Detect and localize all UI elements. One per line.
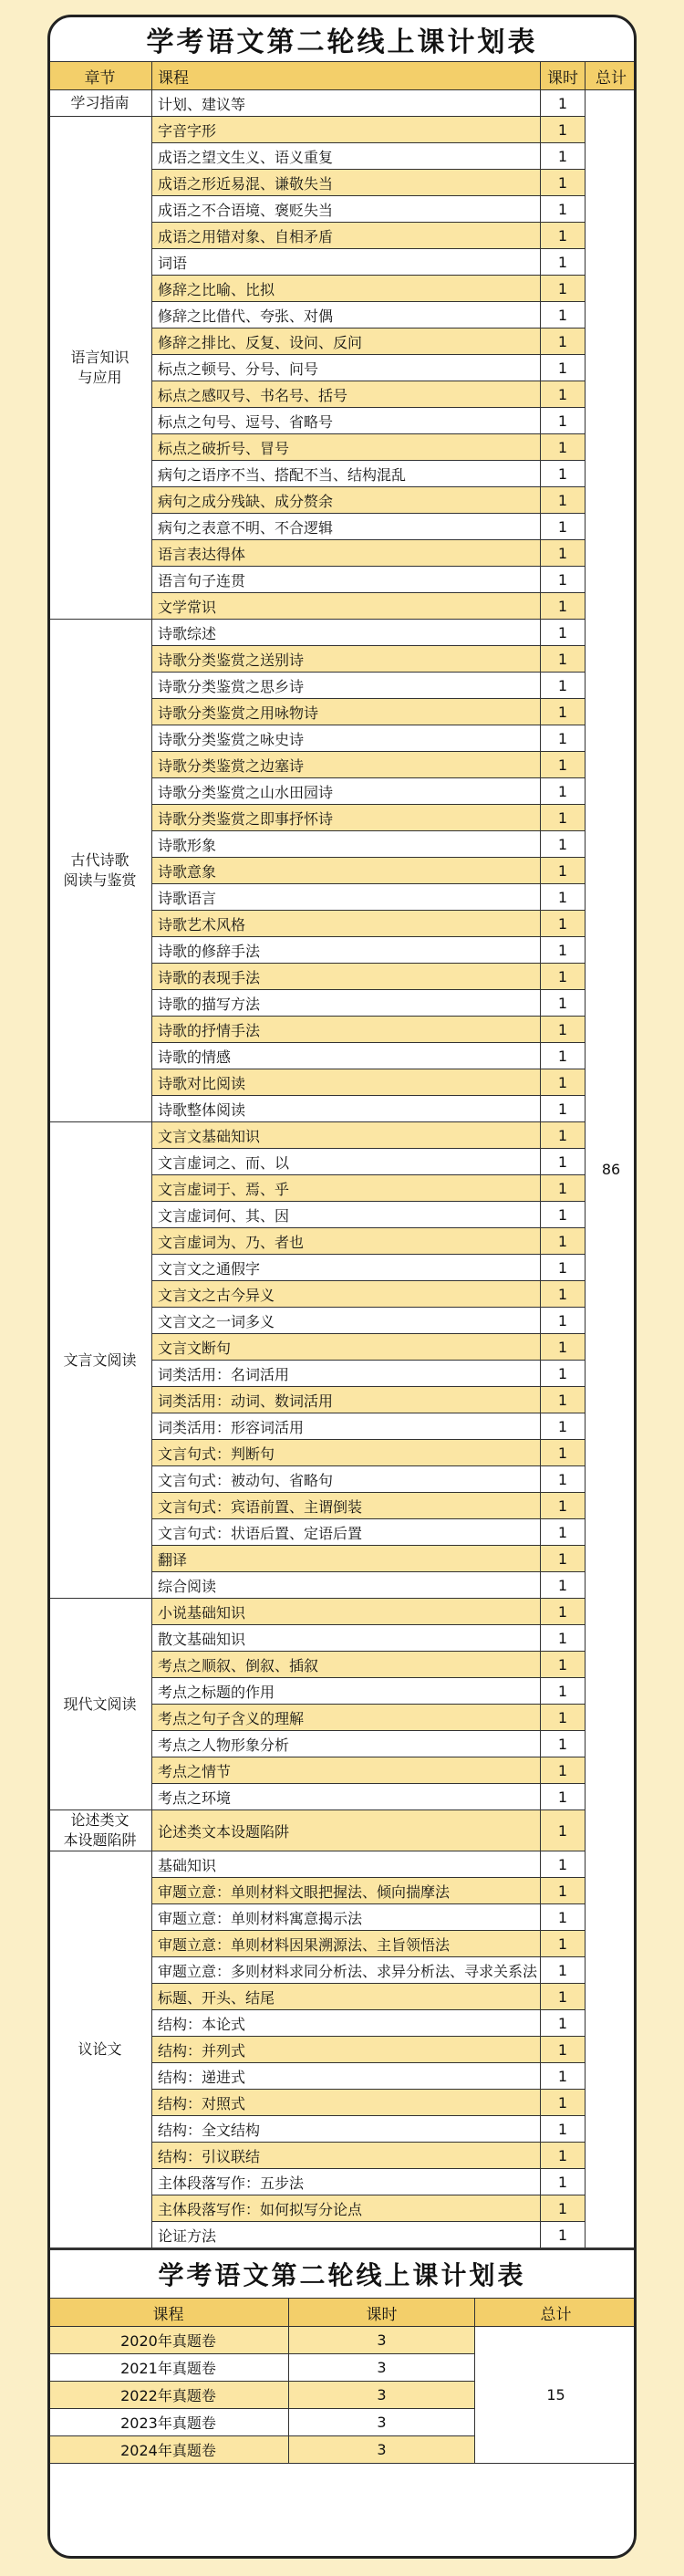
- hours-cell: 1: [541, 2116, 586, 2143]
- exam-header-row: [48, 2299, 637, 2327]
- table-row: [48, 1851, 637, 1878]
- hours-cell: 1: [541, 302, 586, 329]
- lesson-cell: 文言句式：宾语前置、主谓倒装: [152, 1493, 541, 1519]
- hours-cell: 1: [541, 1043, 586, 1069]
- hours-cell: 1: [541, 540, 586, 567]
- page-title: 学考语文第二轮线上课计划表: [146, 26, 538, 58]
- lesson-cell: 综合阅读: [152, 1572, 541, 1599]
- lesson-cell: 结构：并列式: [152, 2037, 541, 2063]
- total-cell: 86: [586, 90, 637, 2248]
- header-total: 总计: [586, 62, 637, 90]
- lesson-cell: 标题、开头、结尾: [152, 1984, 541, 2010]
- lesson-cell: 文言文之古今异义: [152, 1281, 541, 1308]
- hours-cell: 1: [541, 1572, 586, 1599]
- chapter-cell: 现代文阅读: [48, 1599, 152, 1810]
- lesson-cell: 考点之顺叙、倒叙、插叙: [152, 1652, 541, 1678]
- lesson-cell: 审题立意：单则材料文眼把握法、倾向揣摩法: [152, 1878, 541, 1904]
- hours-cell: 1: [541, 2037, 586, 2063]
- exam-hours-cell: 3: [289, 2409, 475, 2436]
- hours-cell: 1: [541, 2169, 586, 2195]
- lesson-cell: 诗歌的表现手法: [152, 964, 541, 990]
- lesson-cell: 结构：递进式: [152, 2063, 541, 2090]
- chapter-cell: 语言知识 与应用: [48, 117, 152, 620]
- lesson-cell: 诗歌分类鉴赏之山水田园诗: [152, 778, 541, 805]
- hours-cell: 1: [541, 831, 586, 858]
- hours-cell: 1: [541, 355, 586, 381]
- lesson-cell: 结构：本论式: [152, 2010, 541, 2037]
- hours-cell: 1: [541, 2010, 586, 2037]
- lesson-cell: 病句之语序不当、搭配不当、结构混乱: [152, 461, 541, 487]
- hours-cell: 1: [541, 117, 586, 143]
- plan-card: [47, 15, 637, 2559]
- lesson-cell: 修辞之比借代、夸张、对偶: [152, 302, 541, 329]
- hours-cell: 1: [541, 620, 586, 646]
- hours-cell: 1: [541, 752, 586, 778]
- hours-cell: 1: [541, 699, 586, 725]
- hours-cell: 1: [541, 514, 586, 540]
- lesson-cell: 考点之人物形象分析: [152, 1731, 541, 1757]
- hours-cell: 1: [541, 1096, 586, 1122]
- lesson-cell: 标点之感叹号、书名号、括号: [152, 381, 541, 408]
- hours-cell: 1: [541, 381, 586, 408]
- table-row: [48, 1599, 637, 1625]
- hours-cell: 1: [541, 276, 586, 302]
- hours-cell: 1: [541, 1705, 586, 1731]
- lesson-cell: 文言句式：判断句: [152, 1440, 541, 1466]
- lesson-cell: 词类活用：名词活用: [152, 1361, 541, 1387]
- schedule-table: [47, 61, 637, 2248]
- hours-cell: 1: [541, 329, 586, 355]
- lesson-cell: 语言表达得体: [152, 540, 541, 567]
- exam-row: [48, 2327, 637, 2354]
- hours-cell: 1: [541, 1625, 586, 1652]
- hours-cell: 1: [541, 1228, 586, 1255]
- lesson-cell: 文言句式：状语后置、定语后置: [152, 1519, 541, 1546]
- hours-cell: 1: [541, 1202, 586, 1228]
- exam-table: [47, 2298, 637, 2464]
- exam-lesson-cell: 2022年真题卷: [48, 2382, 289, 2409]
- lesson-cell: 诗歌的抒情手法: [152, 1017, 541, 1043]
- hours-cell: 1: [541, 1440, 586, 1466]
- hours-cell: 1: [541, 1493, 586, 1519]
- lesson-cell: 文言句式：被动句、省略句: [152, 1466, 541, 1493]
- exam-total-cell: 15: [475, 2327, 637, 2464]
- hours-cell: 1: [541, 461, 586, 487]
- hours-cell: 1: [541, 1731, 586, 1757]
- lesson-cell: 主体段落写作：如何拟写分论点: [152, 2195, 541, 2222]
- hours-cell: 1: [541, 1361, 586, 1387]
- lesson-cell: 散文基础知识: [152, 1625, 541, 1652]
- lesson-cell: 修辞之比喻、比拟: [152, 276, 541, 302]
- exam-header-lesson: 课程: [48, 2299, 289, 2327]
- lesson-cell: 诗歌形象: [152, 831, 541, 858]
- lesson-cell: 语言句子连贯: [152, 567, 541, 593]
- lesson-cell: 考点之句子含义的理解: [152, 1705, 541, 1731]
- hours-cell: 1: [541, 567, 586, 593]
- exam-header-total: 总计: [475, 2299, 637, 2327]
- hours-cell: 1: [541, 725, 586, 752]
- lesson-cell: 病句之成分残缺、成分赘余: [152, 487, 541, 514]
- hours-cell: 1: [541, 1784, 586, 1810]
- lesson-cell: 考点之标题的作用: [152, 1678, 541, 1705]
- lesson-cell: 标点之顿号、分号、问号: [152, 355, 541, 381]
- table-row: [48, 117, 637, 143]
- hours-cell: 1: [541, 1308, 586, 1334]
- chapter-cell: 古代诗歌 阅读与鉴赏: [48, 620, 152, 1122]
- exam-lesson-cell: 2023年真题卷: [48, 2409, 289, 2436]
- schedule-header-row: [48, 62, 637, 90]
- hours-cell: 1: [541, 1904, 586, 1931]
- lesson-cell: 诗歌语言: [152, 884, 541, 911]
- chapter-cell: 议论文: [48, 1851, 152, 2248]
- lesson-cell: 修辞之排比、反复、设问、反问: [152, 329, 541, 355]
- exam-lesson-cell: 2021年真题卷: [48, 2354, 289, 2382]
- hours-cell: 1: [541, 2063, 586, 2090]
- lesson-cell: 诗歌分类鉴赏之用咏物诗: [152, 699, 541, 725]
- second-table-title: 学考语文第二轮线上课计划表: [50, 2248, 634, 2298]
- hours-cell: 1: [541, 1878, 586, 1904]
- hours-cell: 1: [541, 2222, 586, 2248]
- hours-cell: 1: [541, 487, 586, 514]
- exam-hours-cell: 3: [289, 2327, 475, 2354]
- lesson-cell: 诗歌分类鉴赏之送别诗: [152, 646, 541, 673]
- hours-cell: 1: [541, 1957, 586, 1984]
- lesson-cell: 考点之环境: [152, 1784, 541, 1810]
- lesson-cell: 病句之表意不明、不合逻辑: [152, 514, 541, 540]
- exam-lesson-cell: 2024年真题卷: [48, 2436, 289, 2464]
- lesson-cell: 文言文断句: [152, 1334, 541, 1361]
- lesson-cell: 文言虚词何、其、因: [152, 1202, 541, 1228]
- table-row: [48, 1122, 637, 1149]
- lesson-cell: 标点之句号、逗号、省略号: [152, 408, 541, 434]
- lesson-cell: 成语之望文生义、语义重复: [152, 143, 541, 170]
- hours-cell: 1: [541, 196, 586, 223]
- hours-cell: 1: [541, 1149, 586, 1175]
- chapter-cell: 论述类文 本设题陷阱: [48, 1810, 152, 1851]
- hours-cell: 1: [541, 434, 586, 461]
- hours-cell: 1: [541, 1387, 586, 1413]
- lesson-cell: 审题立意：单则材料寓意揭示法: [152, 1904, 541, 1931]
- hours-cell: 1: [541, 1984, 586, 2010]
- lesson-cell: 计划、建议等: [152, 90, 541, 117]
- lesson-cell: 审题立意：多则材料求同分析法、求异分析法、寻求关系法: [152, 1957, 541, 1984]
- hours-cell: 1: [541, 1017, 586, 1043]
- hours-cell: 1: [541, 1466, 586, 1493]
- hours-cell: 1: [541, 778, 586, 805]
- lesson-cell: 成语之形近易混、谦敬失当: [152, 170, 541, 196]
- hours-cell: 1: [541, 1175, 586, 1202]
- hours-cell: 1: [541, 1678, 586, 1705]
- hours-cell: 1: [541, 143, 586, 170]
- hours-cell: 1: [541, 408, 586, 434]
- hours-cell: 1: [541, 170, 586, 196]
- lesson-cell: 诗歌意象: [152, 858, 541, 884]
- hours-cell: 1: [541, 1931, 586, 1957]
- lesson-cell: 审题立意：单则材料因果溯源法、主旨领悟法: [152, 1931, 541, 1957]
- hours-cell: 1: [541, 937, 586, 964]
- header-lesson: 课程: [152, 62, 541, 90]
- hours-cell: 1: [541, 673, 586, 699]
- lesson-cell: 诗歌的修辞手法: [152, 937, 541, 964]
- lesson-cell: 诗歌综述: [152, 620, 541, 646]
- lesson-cell: 诗歌的描写方法: [152, 990, 541, 1017]
- hours-cell: 1: [541, 1281, 586, 1308]
- hours-cell: 1: [541, 1122, 586, 1149]
- hours-cell: 1: [541, 1851, 586, 1878]
- lesson-cell: 论证方法: [152, 2222, 541, 2248]
- hours-cell: 1: [541, 1652, 586, 1678]
- table-row: [48, 1810, 637, 1851]
- hours-cell: 1: [541, 1519, 586, 1546]
- lesson-cell: 文言文基础知识: [152, 1122, 541, 1149]
- lesson-cell: 结构：全文结构: [152, 2116, 541, 2143]
- lesson-cell: 结构：对照式: [152, 2090, 541, 2116]
- hours-cell: 1: [541, 1413, 586, 1440]
- hours-cell: 1: [541, 1334, 586, 1361]
- hours-cell: 1: [541, 249, 586, 276]
- lesson-cell: 词类活用：动词、数词活用: [152, 1387, 541, 1413]
- hours-cell: 1: [541, 1599, 586, 1625]
- hours-cell: 1: [541, 1810, 586, 1851]
- lesson-cell: 文言文之通假字: [152, 1255, 541, 1281]
- lesson-cell: 文言文之一词多义: [152, 1308, 541, 1334]
- chapter-cell: 学习指南: [48, 90, 152, 117]
- lesson-cell: 文学常识: [152, 593, 541, 620]
- hours-cell: 1: [541, 964, 586, 990]
- hours-cell: 1: [541, 2090, 586, 2116]
- lesson-cell: 成语之不合语境、褒贬失当: [152, 196, 541, 223]
- lesson-cell: 诗歌艺术风格: [152, 911, 541, 937]
- exam-header-hours: 课时: [289, 2299, 475, 2327]
- exam-hours-cell: 3: [289, 2382, 475, 2409]
- hours-cell: 1: [541, 646, 586, 673]
- hours-cell: 1: [541, 593, 586, 620]
- lesson-cell: 结构：引议联结: [152, 2143, 541, 2169]
- lesson-cell: 诗歌分类鉴赏之边塞诗: [152, 752, 541, 778]
- table-row: [48, 620, 637, 646]
- table-row: [48, 90, 637, 117]
- lesson-cell: 诗歌的情感: [152, 1043, 541, 1069]
- lesson-cell: 文言虚词于、焉、乎: [152, 1175, 541, 1202]
- hours-cell: 1: [541, 223, 586, 249]
- lesson-cell: 诗歌分类鉴赏之咏史诗: [152, 725, 541, 752]
- lesson-cell: 词语: [152, 249, 541, 276]
- chapter-cell: 文言文阅读: [48, 1122, 152, 1599]
- hours-cell: 1: [541, 990, 586, 1017]
- hours-cell: 1: [541, 90, 586, 117]
- lesson-cell: 考点之情节: [152, 1757, 541, 1784]
- hours-cell: 1: [541, 911, 586, 937]
- hours-cell: 1: [541, 2195, 586, 2222]
- exam-hours-cell: 3: [289, 2354, 475, 2382]
- header-chapter: 章节: [48, 62, 152, 90]
- lesson-cell: 诗歌对比阅读: [152, 1069, 541, 1096]
- header-hours: 课时: [541, 62, 586, 90]
- exam-hours-cell: 3: [289, 2436, 475, 2464]
- lesson-cell: 翻译: [152, 1546, 541, 1572]
- lesson-cell: 文言虚词之、而、以: [152, 1149, 541, 1175]
- exam-lesson-cell: 2020年真题卷: [48, 2327, 289, 2354]
- lesson-cell: 字音字形: [152, 117, 541, 143]
- hours-cell: 1: [541, 805, 586, 831]
- lesson-cell: 小说基础知识: [152, 1599, 541, 1625]
- lesson-cell: 诗歌整体阅读: [152, 1096, 541, 1122]
- hours-cell: 1: [541, 1757, 586, 1784]
- hours-cell: 1: [541, 858, 586, 884]
- hours-cell: 1: [541, 1255, 586, 1281]
- lesson-cell: 成语之用错对象、自相矛盾: [152, 223, 541, 249]
- lesson-cell: 诗歌分类鉴赏之思乡诗: [152, 673, 541, 699]
- hours-cell: 1: [541, 884, 586, 911]
- lesson-cell: 论述类文本设题陷阱: [152, 1810, 541, 1851]
- lesson-cell: 词类活用：形容词活用: [152, 1413, 541, 1440]
- lesson-cell: 主体段落写作：五步法: [152, 2169, 541, 2195]
- lesson-cell: 诗歌分类鉴赏之即事抒怀诗: [152, 805, 541, 831]
- hours-cell: 1: [541, 2143, 586, 2169]
- hours-cell: 1: [541, 1546, 586, 1572]
- lesson-cell: 基础知识: [152, 1851, 541, 1878]
- lesson-cell: 标点之破折号、冒号: [152, 434, 541, 461]
- hours-cell: 1: [541, 1069, 586, 1096]
- lesson-cell: 文言虚词为、乃、者也: [152, 1228, 541, 1255]
